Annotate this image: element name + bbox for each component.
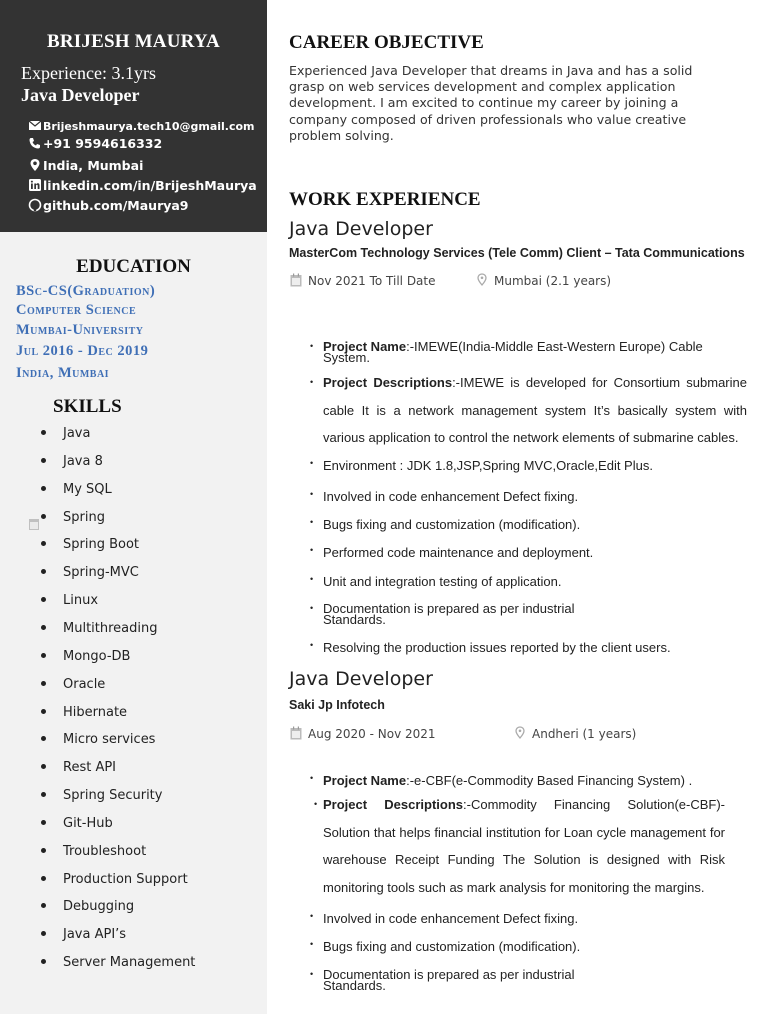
skill-item: Java 8 [41, 454, 103, 469]
skill-item: Java [41, 426, 90, 441]
skill-item: Troubleshoot [41, 844, 146, 859]
bullet-icon: • [310, 341, 314, 351]
bullet-icon [41, 931, 46, 936]
candidate-name: BRIJESH MAURYA [47, 31, 220, 52]
skill-item: Server Management [41, 955, 195, 970]
profile-header [0, 0, 267, 232]
company-name: MasterCom Technology Services (Tele Comm) Client – Tata Communications [289, 246, 745, 260]
bullet-icon: • [310, 773, 314, 783]
bullet-icon [41, 514, 46, 519]
responsibility-item: • Documentation is prepared as per industrial Standards. [310, 601, 575, 627]
email-text: Brijeshmaurya.tech10@gmail.com [43, 120, 255, 133]
skill-item: Micro services [41, 732, 155, 747]
career-objective-text: Experienced Java Developer that dreams in Java and has a solid grasp on web services development and complex application development. I am excited to continue my career by joining a company composed of driven professionals who value creative problem solving. [289, 63, 693, 143]
responsibility-item: • Involved in code enhancement Defect fixing. [310, 911, 579, 926]
responsibility-item: • Documentation is prepared as per industrial Standards. [310, 967, 575, 993]
responsibility-item: • Environment : JDK 1.8,JSP,Spring MVC,Oracle,Edit Plus. [310, 458, 653, 473]
job-location: Andheri (1 years) [514, 726, 636, 741]
job-dates: Aug 2020 - Nov 2021 [290, 726, 436, 741]
bullet-icon [41, 876, 46, 881]
job-location: Mumbai (2.1 years) [476, 273, 611, 288]
calendar-icon [28, 516, 40, 530]
bullet-icon: • [314, 799, 318, 809]
contact-phone[interactable] [28, 136, 162, 154]
bullet-icon [41, 903, 46, 908]
bullet-icon: • [310, 574, 314, 584]
bullet-icon: • [310, 603, 314, 613]
phone-icon [28, 136, 42, 150]
bullet-icon: • [310, 517, 314, 527]
contact-email[interactable] [28, 118, 255, 136]
bullet-icon [41, 486, 46, 491]
location-pin-icon [28, 158, 42, 172]
career-objective-heading: CAREER OBJECTIVE [289, 32, 484, 53]
skill-item: Production Support [41, 872, 188, 887]
skill-item: Spring Boot [41, 537, 139, 552]
skill-item: Mongo-DB [41, 649, 130, 664]
linkedin-text: linkedin.com/in/BrijeshMaurya [43, 178, 257, 193]
responsibility-item: • Bugs fixing and customization (modification). [310, 939, 581, 954]
skill-item: Spring Security [41, 788, 162, 803]
contact-github[interactable] [28, 198, 189, 216]
location-pin-icon [476, 273, 488, 287]
job-role: Java Developer [21, 85, 140, 105]
bullet-icon: • [310, 911, 314, 921]
skill-item: Oracle [41, 677, 105, 692]
envelope-icon [28, 118, 42, 132]
bullet-icon: • [310, 640, 314, 650]
bullet-icon: • [310, 545, 314, 555]
location-pin-icon [514, 726, 526, 740]
bullet-icon [41, 653, 46, 658]
bullet-icon [41, 848, 46, 853]
education-field: Computer Science [16, 302, 137, 318]
company-name: Saki Jp Infotech [289, 698, 385, 712]
education-dates: Jul 2016 - Dec 2019 [16, 343, 149, 359]
job-dates: Nov 2021 To Till Date [290, 273, 436, 288]
experience-summary: Experience: 3.1yrs [21, 63, 156, 83]
sidebar [0, 0, 267, 1014]
bullet-icon [41, 764, 46, 769]
phone-text: +91 9594616332 [43, 136, 163, 151]
skills-heading: SKILLS [53, 396, 122, 417]
project-description-item: • Project Descriptions:-Commodity Financing Solution(e-CBF)-Solution that helps financial institution for Loan cycle management for warehouse Receipt Funding The Solution is designed with Risk monitoring tools such as mark analysis for monitoring the margins. [314, 797, 725, 895]
project-name-item: • Project Name:-e-CBF(e-Commodity Based Financing System) . [310, 773, 693, 788]
skill-item: Debugging [41, 899, 134, 914]
education-university: Mumbai-University [16, 322, 144, 338]
bullet-icon [41, 541, 46, 546]
bullet-icon: • [310, 489, 314, 499]
responsibility-item: • Performed code maintenance and deployment. [310, 545, 594, 560]
bullet-icon: • [310, 458, 314, 468]
bullet-icon [41, 736, 46, 741]
linkedin-icon [28, 178, 42, 192]
bullet-icon [41, 681, 46, 686]
skill-item: Multithreading [41, 621, 158, 636]
responsibility-item: • Resolving the production issues reported by the client users. [310, 640, 671, 655]
bullet-icon [41, 458, 46, 463]
contact-location [28, 158, 143, 176]
contact-linkedin[interactable] [28, 178, 257, 196]
skill-item: Rest API [41, 760, 116, 775]
skill-item: Spring-MVC [41, 565, 139, 580]
skill-item: Git-Hub [41, 816, 113, 831]
skill-item: Java API’s [41, 927, 126, 942]
location-text: India, Mumbai [43, 158, 144, 173]
responsibility-item: • Unit and integration testing of application. [310, 574, 562, 589]
skill-item: Hibernate [41, 705, 127, 720]
bullet-icon [41, 625, 46, 630]
bullet-icon [41, 709, 46, 714]
education-heading: EDUCATION [76, 256, 191, 277]
job-title: Java Developer [289, 218, 433, 240]
calendar-icon [290, 273, 302, 287]
bullet-icon: • [310, 377, 314, 387]
responsibility-item: • Involved in code enhancement Defect fixing. [310, 489, 579, 504]
bullet-icon: • [310, 939, 314, 949]
education-location: India, Mumbai [16, 365, 110, 381]
bullet-icon [41, 430, 46, 435]
calendar-icon [290, 726, 302, 740]
github-text: github.com/Maurya9 [43, 198, 189, 213]
job-title: Java Developer [289, 668, 433, 690]
bullet-icon: • [310, 969, 314, 979]
education-degree: BSc-CS(Graduation) [16, 283, 156, 299]
bullet-icon [41, 569, 46, 574]
bullet-icon [41, 959, 46, 964]
bullet-icon [41, 597, 46, 602]
github-icon [28, 198, 42, 212]
project-description-item: • Project Descriptions:-IMEWE is developed for Consortium submarine cable It is a network management system It’s basically system with various application to control the network elements of submarine cables. [310, 375, 747, 445]
skill-item: Spring [41, 510, 105, 525]
project-name-item: • Project Name:-IMEWE(India-Middle East-Western Europe) Cable System. [310, 339, 703, 365]
skill-item: My SQL [41, 482, 112, 497]
skill-item: Linux [41, 593, 98, 608]
work-experience-heading: WORK EXPERIENCE [289, 189, 481, 210]
bullet-icon [41, 820, 46, 825]
responsibility-item: • Bugs fixing and customization (modification). [310, 517, 581, 532]
bullet-icon [41, 792, 46, 797]
